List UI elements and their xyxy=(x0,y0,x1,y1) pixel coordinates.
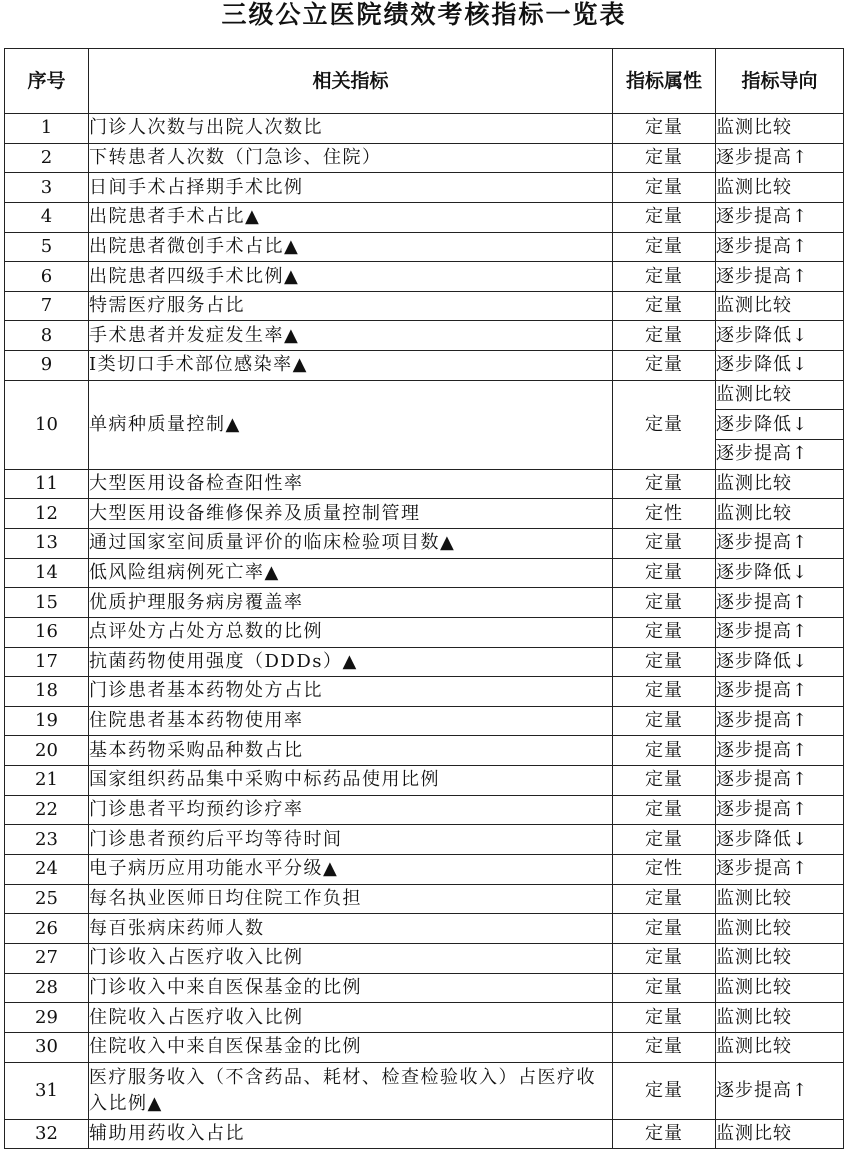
row-indicator-attribute: 定量 xyxy=(613,1119,716,1149)
row-indicator-attribute: 定量 xyxy=(613,825,716,855)
row-indicator-name: 住院患者基本药物使用率 xyxy=(89,706,613,736)
row-indicator-direction: 逐步提高↑ xyxy=(716,202,844,232)
row-serial-number: 9 xyxy=(5,351,89,381)
table-row xyxy=(5,202,844,232)
row-indicator-name: 大型医用设备维修保养及质量控制管理 xyxy=(89,499,613,529)
row-indicator-name: 医疗服务收入（不含药品、耗材、检查检验收入）占医疗收入比例▲ xyxy=(89,1062,613,1119)
row-indicator-name: 单病种质量控制▲ xyxy=(89,380,613,469)
row-indicator-direction: 监测比较 xyxy=(716,943,844,973)
table-row xyxy=(5,321,844,351)
row-serial-number: 1 xyxy=(5,114,89,144)
row-serial-number: 30 xyxy=(5,1032,89,1062)
table-row xyxy=(5,380,844,410)
row-indicator-attribute: 定量 xyxy=(613,469,716,499)
row-indicator-name: 下转患者人次数（门急诊、住院） xyxy=(89,143,613,173)
table-row xyxy=(5,499,844,529)
table-row xyxy=(5,588,844,618)
row-indicator-direction: 逐步提高↑ xyxy=(716,706,844,736)
row-indicator-direction: 逐步提高↑ xyxy=(716,855,844,885)
row-indicator-name: 门诊收入占医疗收入比例 xyxy=(89,943,613,973)
row-indicator-direction: 逐步降低↓ xyxy=(716,647,844,677)
row-indicator-attribute: 定量 xyxy=(613,380,716,469)
row-serial-number: 3 xyxy=(5,173,89,203)
row-serial-number: 13 xyxy=(5,528,89,558)
row-serial-number: 7 xyxy=(5,291,89,321)
row-indicator-attribute: 定量 xyxy=(613,677,716,707)
row-indicator-attribute: 定量 xyxy=(613,647,716,677)
table-row xyxy=(5,647,844,677)
header-indicator: 相关指标 xyxy=(89,49,613,114)
table-row xyxy=(5,1032,844,1062)
row-indicator-name: 住院收入中来自医保基金的比例 xyxy=(89,1032,613,1062)
row-indicator-name: 出院患者手术占比▲ xyxy=(89,202,613,232)
row-indicator-direction: 逐步降低↓ xyxy=(716,321,844,351)
row-indicator-name: 电子病历应用功能水平分级▲ xyxy=(89,855,613,885)
row-indicator-direction: 逐步降低↓ xyxy=(716,558,844,588)
row-serial-number: 26 xyxy=(5,914,89,944)
table-row xyxy=(5,351,844,381)
table-row xyxy=(5,766,844,796)
row-serial-number: 12 xyxy=(5,499,89,529)
row-indicator-attribute: 定量 xyxy=(613,351,716,381)
table-row xyxy=(5,677,844,707)
table-row xyxy=(5,232,844,262)
table-row xyxy=(5,825,844,855)
row-indicator-direction: 逐步提高↑ xyxy=(716,588,844,618)
row-serial-number: 5 xyxy=(5,232,89,262)
table-row xyxy=(5,173,844,203)
row-serial-number: 19 xyxy=(5,706,89,736)
row-indicator-name: 优质护理服务病房覆盖率 xyxy=(89,588,613,618)
row-serial-number: 32 xyxy=(5,1119,89,1149)
row-indicator-attribute: 定性 xyxy=(613,499,716,529)
row-serial-number: 10 xyxy=(5,380,89,469)
row-indicator-name: 门诊人次数与出院人次数比 xyxy=(89,114,613,144)
row-indicator-direction: 监测比较 xyxy=(716,1032,844,1062)
header-direction: 指标导向 xyxy=(716,49,844,114)
row-indicator-attribute: 定量 xyxy=(613,114,716,144)
row-indicator-direction: 逐步提高↑ xyxy=(716,528,844,558)
row-indicator-name: 基本药物采购品种数占比 xyxy=(89,736,613,766)
row-serial-number: 4 xyxy=(5,202,89,232)
table-row xyxy=(5,795,844,825)
table-row xyxy=(5,943,844,973)
table-row xyxy=(5,262,844,292)
table-row xyxy=(5,617,844,647)
table-body xyxy=(5,114,844,1149)
row-indicator-name: 抗菌药物使用强度（DDDs）▲ xyxy=(89,647,613,677)
row-indicator-attribute: 定量 xyxy=(613,1062,716,1119)
header-serial-number: 序号 xyxy=(5,49,89,114)
row-serial-number: 18 xyxy=(5,677,89,707)
row-indicator-direction: 监测比较 xyxy=(716,291,844,321)
row-indicator-attribute: 定量 xyxy=(613,914,716,944)
row-indicator-attribute: 定量 xyxy=(613,528,716,558)
row-indicator-direction: 逐步提高↑ xyxy=(716,795,844,825)
table-row xyxy=(5,914,844,944)
row-serial-number: 6 xyxy=(5,262,89,292)
row-indicator-attribute: 定量 xyxy=(613,1032,716,1062)
row-serial-number: 8 xyxy=(5,321,89,351)
row-indicator-attribute: 定量 xyxy=(613,588,716,618)
row-indicator-direction: 逐步提高↑ xyxy=(716,677,844,707)
row-serial-number: 24 xyxy=(5,855,89,885)
table-row xyxy=(5,736,844,766)
row-indicator-attribute: 定量 xyxy=(613,736,716,766)
row-indicator-attribute: 定量 xyxy=(613,766,716,796)
row-serial-number: 20 xyxy=(5,736,89,766)
row-indicator-attribute: 定量 xyxy=(613,262,716,292)
row-indicator-direction: 监测比较 xyxy=(716,914,844,944)
row-serial-number: 16 xyxy=(5,617,89,647)
row-indicator-direction: 逐步降低↓ xyxy=(716,410,844,440)
row-indicator-attribute: 定量 xyxy=(613,943,716,973)
row-indicator-name: 点评处方占处方总数的比例 xyxy=(89,617,613,647)
row-indicator-attribute: 定量 xyxy=(613,291,716,321)
row-indicator-attribute: 定性 xyxy=(613,855,716,885)
row-indicator-attribute: 定量 xyxy=(613,202,716,232)
row-indicator-name: 每百张病床药师人数 xyxy=(89,914,613,944)
row-indicator-direction: 逐步降低↓ xyxy=(716,351,844,381)
row-indicator-direction: 逐步提高↑ xyxy=(716,766,844,796)
row-serial-number: 2 xyxy=(5,143,89,173)
row-indicator-name: 门诊患者平均预约诊疗率 xyxy=(89,795,613,825)
table-row xyxy=(5,973,844,1003)
indicator-table xyxy=(4,48,844,1149)
row-indicator-direction: 逐步降低↓ xyxy=(716,825,844,855)
table-row xyxy=(5,1119,844,1149)
row-indicator-name: 大型医用设备检查阳性率 xyxy=(89,469,613,499)
row-indicator-direction: 监测比较 xyxy=(716,114,844,144)
row-serial-number: 15 xyxy=(5,588,89,618)
table-row xyxy=(5,1003,844,1033)
row-serial-number: 14 xyxy=(5,558,89,588)
row-indicator-name: 住院收入占医疗收入比例 xyxy=(89,1003,613,1033)
row-indicator-direction: 逐步提高↑ xyxy=(716,232,844,262)
row-indicator-direction: 监测比较 xyxy=(716,1003,844,1033)
row-indicator-name: I类切口手术部位感染率▲ xyxy=(89,351,613,381)
row-indicator-name: 门诊收入中来自医保基金的比例 xyxy=(89,973,613,1003)
row-indicator-attribute: 定量 xyxy=(613,173,716,203)
table-row xyxy=(5,558,844,588)
row-indicator-name: 低风险组病例死亡率▲ xyxy=(89,558,613,588)
row-indicator-direction: 逐步提高↑ xyxy=(716,617,844,647)
row-indicator-direction: 监测比较 xyxy=(716,173,844,203)
row-indicator-direction: 监测比较 xyxy=(716,884,844,914)
row-indicator-name: 门诊患者预约后平均等待时间 xyxy=(89,825,613,855)
row-indicator-attribute: 定量 xyxy=(613,795,716,825)
row-indicator-attribute: 定量 xyxy=(613,1003,716,1033)
row-indicator-attribute: 定量 xyxy=(613,558,716,588)
row-indicator-name: 特需医疗服务占比 xyxy=(89,291,613,321)
page-title: 三级公立医院绩效考核指标一览表 xyxy=(221,0,627,29)
row-indicator-name: 出院患者微创手术占比▲ xyxy=(89,232,613,262)
table-row xyxy=(5,469,844,499)
header-attribute: 指标属性 xyxy=(613,49,716,114)
row-indicator-direction: 逐步提高↑ xyxy=(716,262,844,292)
row-serial-number: 21 xyxy=(5,766,89,796)
row-indicator-name: 通过国家室间质量评价的临床检验项目数▲ xyxy=(89,528,613,558)
row-serial-number: 11 xyxy=(5,469,89,499)
row-indicator-name: 出院患者四级手术比例▲ xyxy=(89,262,613,292)
table-row xyxy=(5,706,844,736)
row-indicator-direction: 逐步提高↑ xyxy=(716,440,844,470)
row-serial-number: 27 xyxy=(5,943,89,973)
row-indicator-direction: 监测比较 xyxy=(716,469,844,499)
row-indicator-name: 国家组织药品集中采购中标药品使用比例 xyxy=(89,766,613,796)
row-indicator-direction: 监测比较 xyxy=(716,1119,844,1149)
row-indicator-attribute: 定量 xyxy=(613,232,716,262)
row-indicator-attribute: 定量 xyxy=(613,973,716,1003)
table-row xyxy=(5,884,844,914)
row-serial-number: 31 xyxy=(5,1062,89,1119)
row-serial-number: 17 xyxy=(5,647,89,677)
table-row xyxy=(5,855,844,885)
row-indicator-direction: 监测比较 xyxy=(716,499,844,529)
row-serial-number: 29 xyxy=(5,1003,89,1033)
row-indicator-direction: 逐步提高↑ xyxy=(716,736,844,766)
row-indicator-direction: 监测比较 xyxy=(716,973,844,1003)
table-row xyxy=(5,528,844,558)
row-indicator-attribute: 定量 xyxy=(613,884,716,914)
row-serial-number: 23 xyxy=(5,825,89,855)
table-header-row xyxy=(5,49,844,114)
row-indicator-attribute: 定量 xyxy=(613,617,716,647)
row-indicator-attribute: 定量 xyxy=(613,143,716,173)
table-row xyxy=(5,114,844,144)
row-indicator-name: 每名执业医师日均住院工作负担 xyxy=(89,884,613,914)
row-indicator-name: 门诊患者基本药物处方占比 xyxy=(89,677,613,707)
row-indicator-direction: 监测比较 xyxy=(716,380,844,410)
table-row xyxy=(5,291,844,321)
row-indicator-name: 日间手术占择期手术比例 xyxy=(89,173,613,203)
row-indicator-direction: 逐步提高↑ xyxy=(716,1062,844,1119)
row-indicator-attribute: 定量 xyxy=(613,321,716,351)
row-serial-number: 22 xyxy=(5,795,89,825)
row-indicator-direction: 逐步提高↑ xyxy=(716,143,844,173)
table-row xyxy=(5,143,844,173)
row-serial-number: 25 xyxy=(5,884,89,914)
row-serial-number: 28 xyxy=(5,973,89,1003)
row-indicator-attribute: 定量 xyxy=(613,706,716,736)
row-indicator-name: 辅助用药收入占比 xyxy=(89,1119,613,1149)
table-row xyxy=(5,1062,844,1119)
row-indicator-name: 手术患者并发症发生率▲ xyxy=(89,321,613,351)
